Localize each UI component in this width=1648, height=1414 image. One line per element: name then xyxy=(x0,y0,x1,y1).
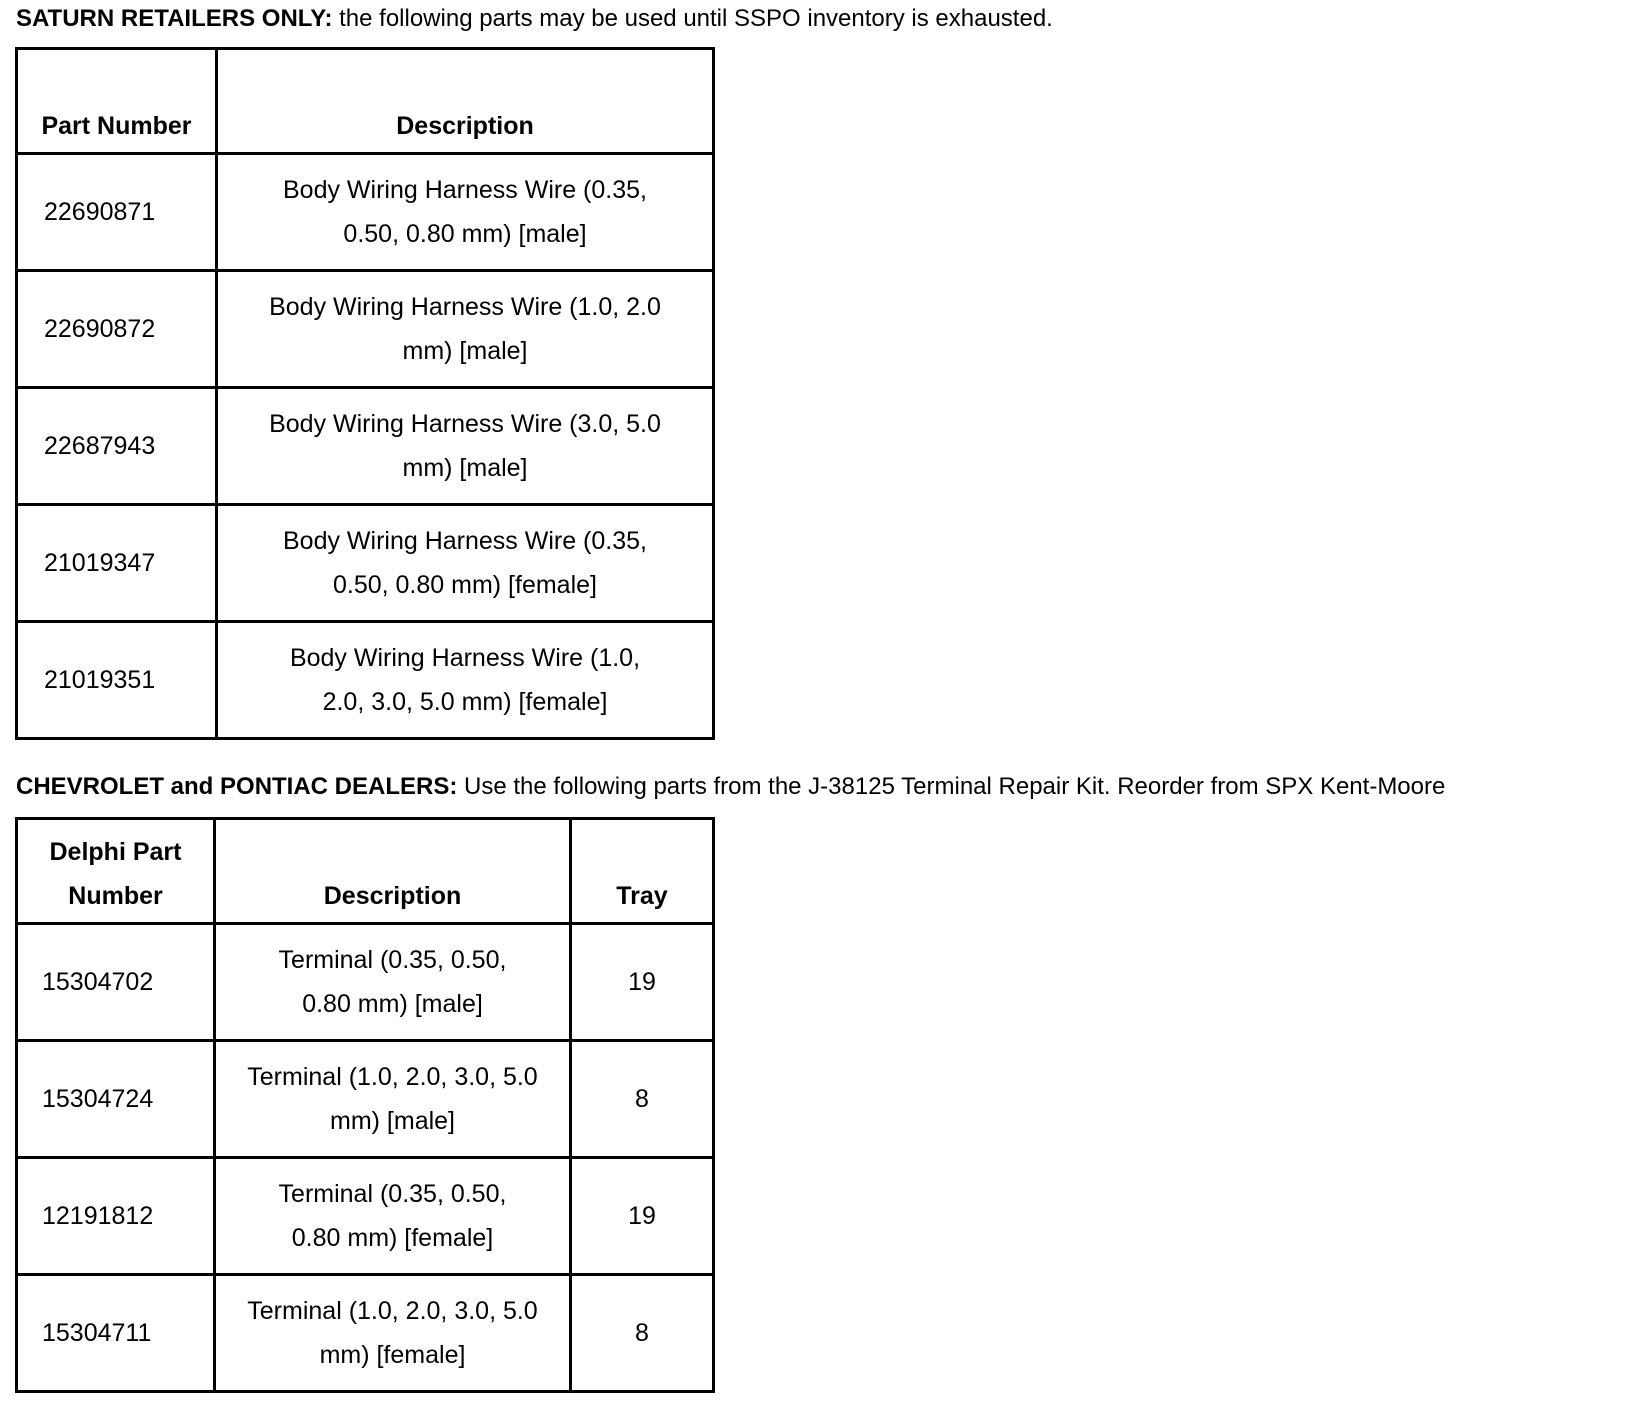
table-row xyxy=(17,1041,714,1158)
table-row xyxy=(17,622,714,739)
part-number-cell: 15304724 xyxy=(17,1041,215,1158)
table-row xyxy=(17,924,714,1041)
tray-cell: 19 xyxy=(571,1158,714,1275)
part-number-cell: 21019347 xyxy=(17,505,217,622)
table-row xyxy=(17,505,714,622)
tray-cell: 8 xyxy=(571,1275,714,1392)
part-number-cell: 15304711 xyxy=(17,1275,215,1392)
chevy-pontiac-note xyxy=(16,772,1445,802)
description-cell: Body Wiring Harness Wire (3.0, 5.0 mm) [male] xyxy=(217,388,714,505)
description-cell: Body Wiring Harness Wire (0.35, 0.50, 0.80 mm) [male] xyxy=(217,154,714,271)
description-cell: Body Wiring Harness Wire (0.35, 0.50, 0.80 mm) [female] xyxy=(217,505,714,622)
part-number-cell: 12191812 xyxy=(17,1158,215,1275)
tray-cell: 19 xyxy=(571,924,714,1041)
saturn-note-lead: SATURN RETAILERS ONLY: xyxy=(16,5,333,32)
description-header: Description xyxy=(215,819,571,924)
table-row xyxy=(17,1158,714,1275)
tray-header: Tray xyxy=(571,819,714,924)
delphi-part-number-header: Delphi Part Number xyxy=(17,819,215,924)
chevy-note-text: Use the following parts from the J-38125 Terminal Repair Kit. Reorder from SPX Kent-Moore xyxy=(457,773,1446,800)
part-number-header: Part Number xyxy=(17,49,217,154)
saturn-note-text: the following parts may be used until SSPO inventory is exhausted. xyxy=(332,5,1053,32)
description-cell: Body Wiring Harness Wire (1.0, 2.0, 3.0, 5.0 mm) [female] xyxy=(217,622,714,739)
table-header-row xyxy=(17,819,714,924)
part-number-cell: 22690871 xyxy=(17,154,217,271)
description-header: Description xyxy=(217,49,714,154)
delphi-parts-table xyxy=(15,817,715,1393)
description-cell: Terminal (1.0, 2.0, 3.0, 5.0 mm) [male] xyxy=(215,1041,571,1158)
table-row xyxy=(17,388,714,505)
saturn-note xyxy=(16,4,1053,34)
description-cell: Terminal (1.0, 2.0, 3.0, 5.0 mm) [female] xyxy=(215,1275,571,1392)
table-row xyxy=(17,1275,714,1392)
part-number-cell: 15304702 xyxy=(17,924,215,1041)
description-cell: Terminal (0.35, 0.50, 0.80 mm) [male] xyxy=(215,924,571,1041)
chevy-note-lead: CHEVROLET and PONTIAC DEALERS: xyxy=(16,773,458,800)
saturn-parts-table xyxy=(15,47,715,740)
table-row xyxy=(17,271,714,388)
description-cell: Body Wiring Harness Wire (1.0, 2.0 mm) [male] xyxy=(217,271,714,388)
part-number-cell: 22687943 xyxy=(17,388,217,505)
description-cell: Terminal (0.35, 0.50, 0.80 mm) [female] xyxy=(215,1158,571,1275)
table-row xyxy=(17,154,714,271)
part-number-cell: 22690872 xyxy=(17,271,217,388)
part-number-cell: 21019351 xyxy=(17,622,217,739)
table-header-row xyxy=(17,49,714,154)
tray-cell: 8 xyxy=(571,1041,714,1158)
